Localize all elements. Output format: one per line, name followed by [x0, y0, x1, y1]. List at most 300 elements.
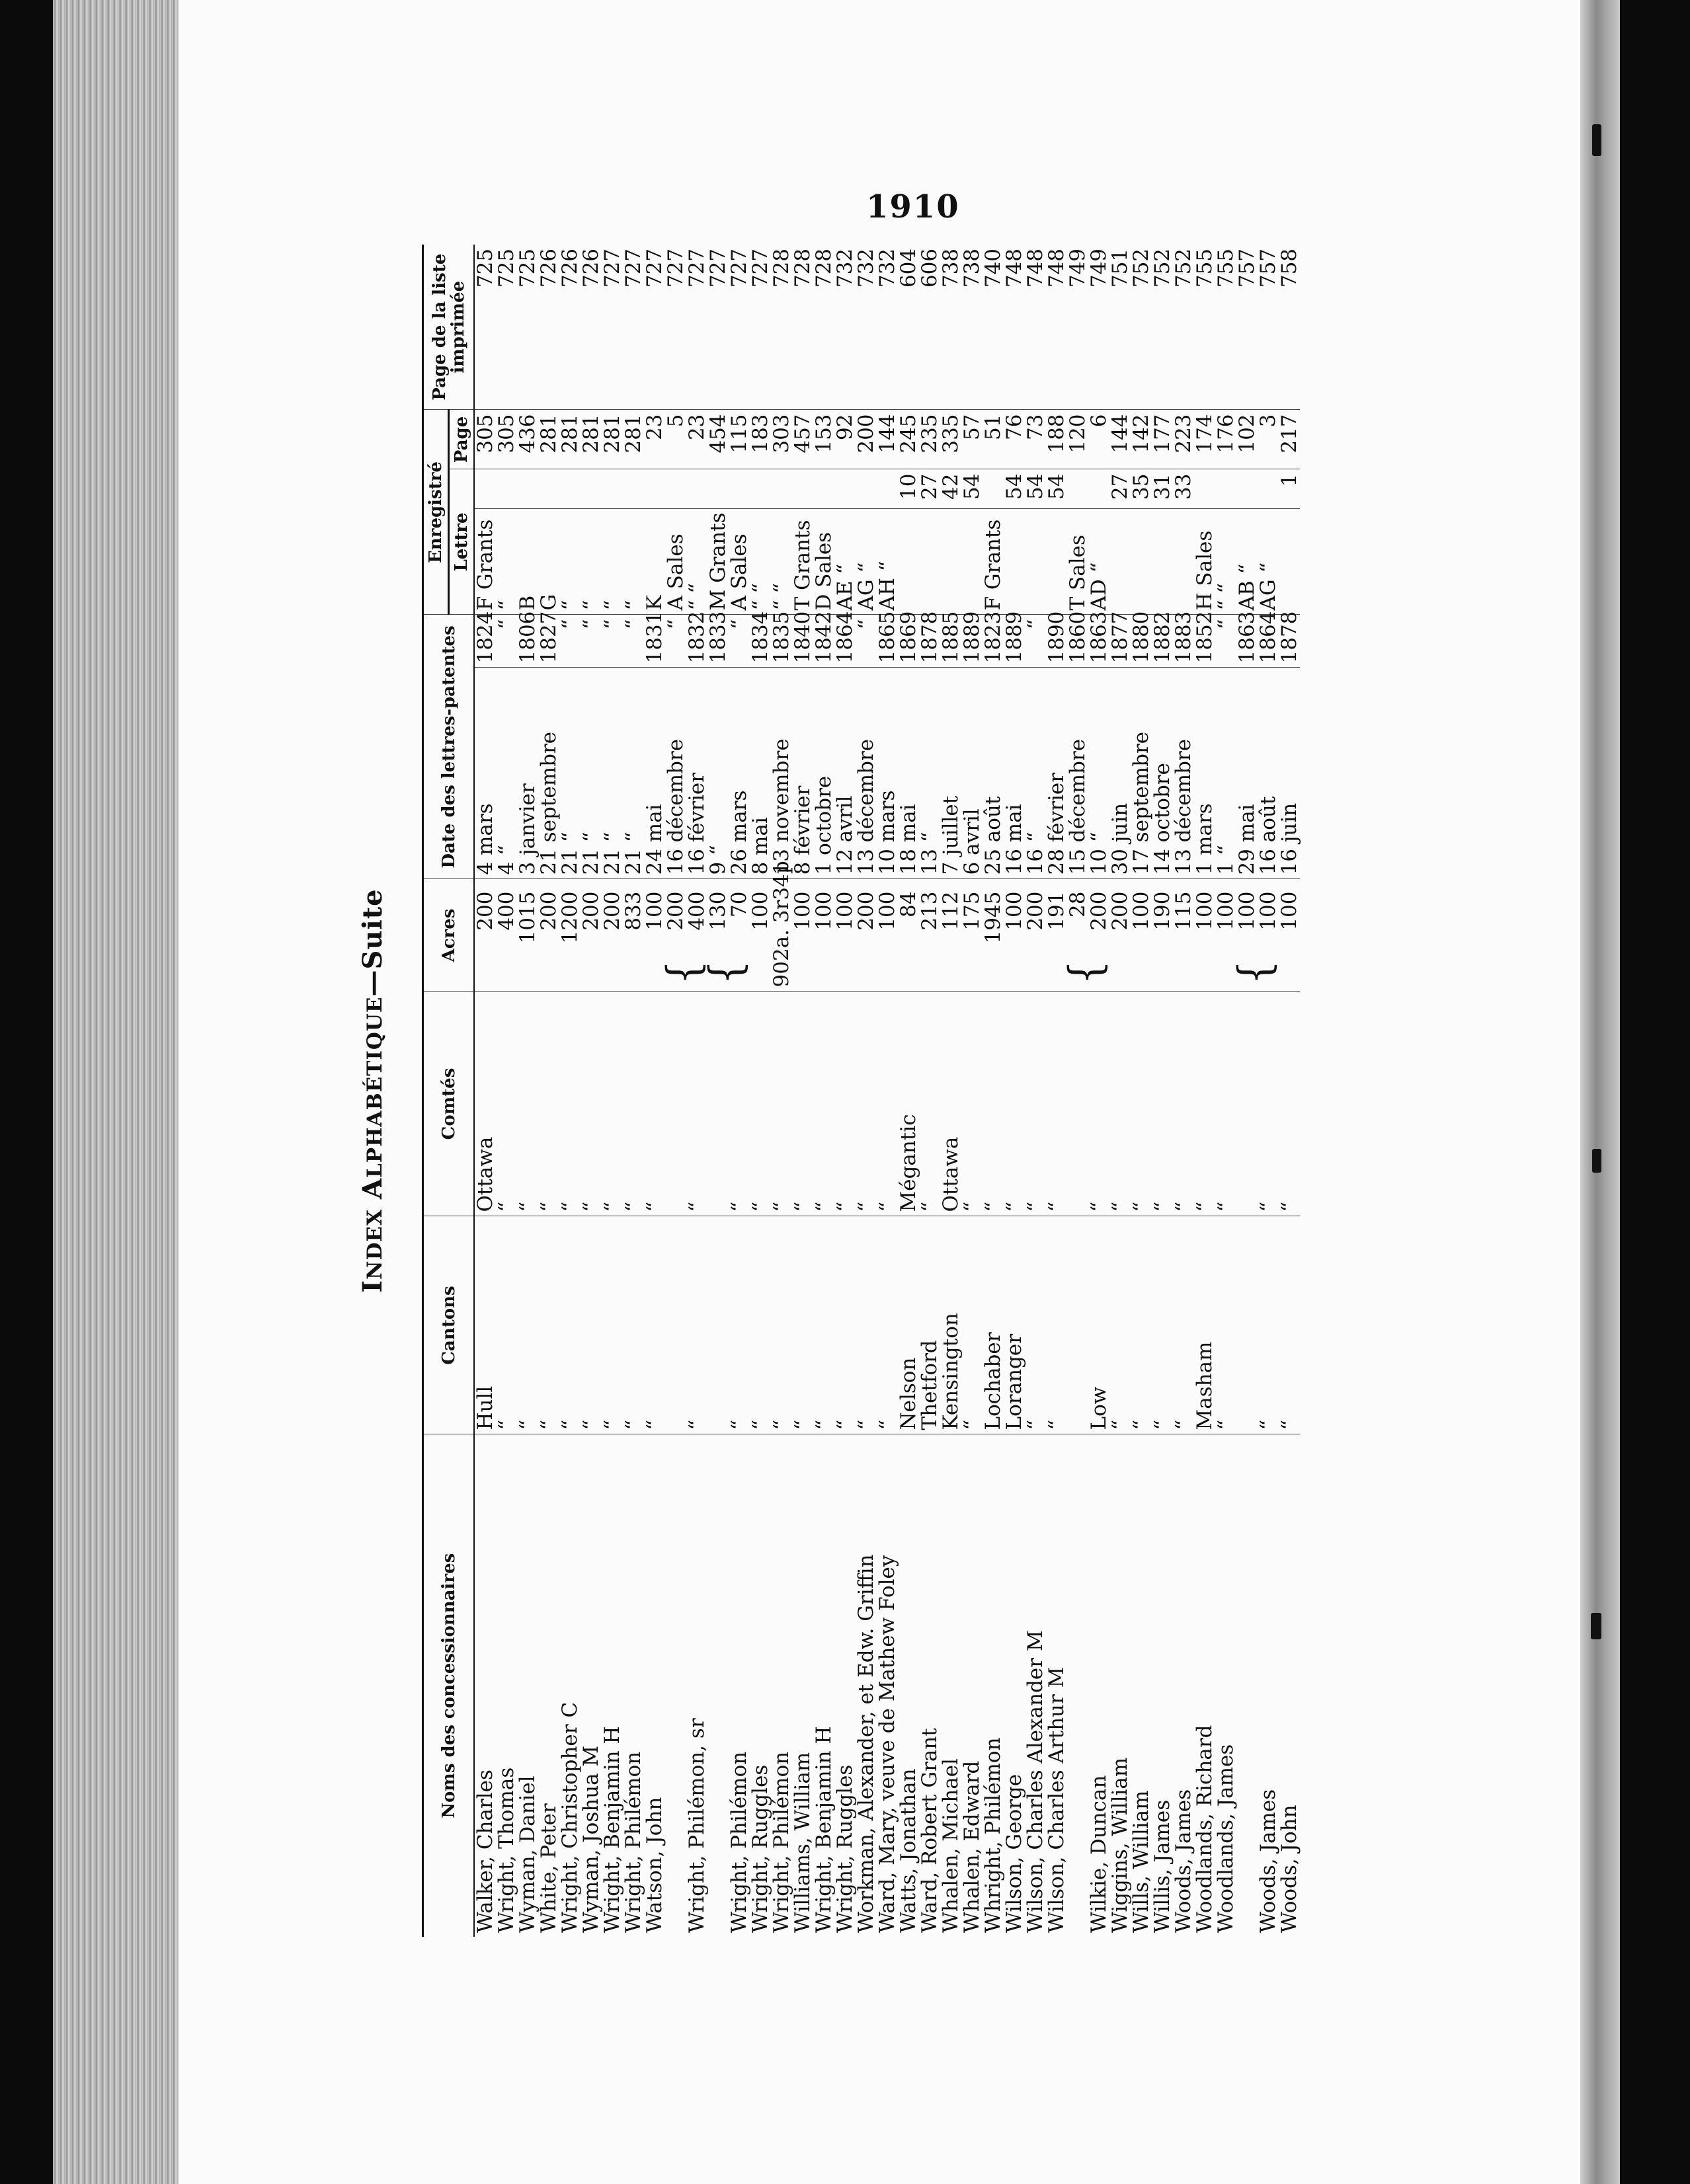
cell-comte: “ — [1152, 992, 1173, 1216]
cell-comte: “ — [750, 992, 771, 1216]
cell-canton: Hull — [474, 1216, 496, 1434]
cell-acres: 191 — [1046, 879, 1067, 992]
cell-date: 28 février — [1046, 668, 1067, 879]
cell-acres: 100 — [1004, 879, 1025, 992]
cell-canton: “ — [1279, 1216, 1300, 1434]
cell-page: 73 — [1025, 410, 1046, 469]
cell-page-liste: 727 — [729, 245, 750, 410]
cell-page-liste: 727 — [602, 245, 623, 410]
cell-year: 1880 — [1131, 615, 1152, 668]
cell-lettre-num — [686, 469, 707, 509]
cell-canton: “ — [559, 1216, 581, 1434]
cell-canton: “ — [1173, 1216, 1194, 1434]
cell-name: Wilson, George — [1002, 1774, 1026, 1933]
table-row — [1088, 245, 1109, 1937]
cell-canton: “ — [538, 1216, 559, 1434]
cell-page-liste: 751 — [1109, 245, 1131, 410]
cell-lettre-num: 31 — [1152, 469, 1173, 509]
cell-lettre — [1173, 509, 1194, 615]
cell-page-liste: 728 — [771, 245, 792, 410]
cell-year: 1877 — [1109, 615, 1131, 668]
cell-comte: “ — [1194, 992, 1215, 1216]
cell-date: 15 décembre — [1067, 668, 1088, 879]
cell-lettre: “ — [623, 509, 644, 615]
cell-acres: 100 — [877, 879, 898, 992]
cell-name: Ward, Robert Grant — [918, 1728, 942, 1933]
cell-date: 8 février — [792, 668, 813, 879]
cell-year: 1869 — [898, 615, 919, 668]
cell-comte: “ — [1109, 992, 1131, 1216]
cell-page-liste: 752 — [1131, 245, 1152, 410]
table-row — [771, 245, 792, 1937]
cell-lettre-num: 54 — [961, 469, 983, 509]
cell-name — [707, 1434, 729, 1937]
cell-lettre — [961, 509, 983, 615]
cell-acres: 200 — [538, 879, 559, 992]
cell-canton: Nelson — [898, 1216, 919, 1434]
cell-year: 1889 — [1004, 615, 1025, 668]
cell-comte — [1067, 992, 1088, 1216]
cell-page: 454 — [707, 410, 729, 469]
cell-page: 23 — [644, 410, 665, 469]
cell-page-liste: 606 — [919, 245, 940, 410]
cell-canton: “ — [750, 1216, 771, 1434]
cell-year: 1806 — [517, 615, 538, 668]
cell-acres: 100 — [1194, 879, 1215, 992]
cell-date: 16 août — [1258, 668, 1279, 879]
cell-date: 21 “ — [623, 668, 644, 879]
page-year: 1910 — [866, 188, 960, 225]
cell-canton: “ — [581, 1216, 602, 1434]
cell-date: 21 “ — [559, 668, 581, 879]
title-suffix: —Suite — [357, 888, 388, 997]
cell-lettre: AH “ — [877, 509, 898, 615]
cell-acres: 400 — [686, 879, 707, 992]
cell-page-liste: 738 — [961, 245, 983, 410]
cell-acres: 1015 — [517, 879, 538, 992]
cell-page: 5 — [665, 410, 686, 469]
cell-page-liste: 749 — [1088, 245, 1109, 410]
cell-comte: “ — [1131, 992, 1152, 1216]
cell-page: 6 — [1088, 410, 1109, 469]
cell-lettre-num — [1194, 469, 1215, 509]
cell-date: 4 “ — [496, 668, 517, 879]
cell-page-liste: 727 — [623, 245, 644, 410]
cell-page-liste: 748 — [1046, 245, 1067, 410]
cell-lettre: A Sales — [665, 509, 686, 615]
cell-lettre: “ “ — [686, 509, 707, 615]
table-row — [729, 245, 750, 1937]
cell-lettre-num: 54 — [1025, 469, 1046, 509]
cell-page-liste: 732 — [834, 245, 856, 410]
cell-page-liste: 727 — [750, 245, 771, 410]
cell-lettre-num — [877, 469, 898, 509]
cell-lettre-num — [496, 469, 517, 509]
cell-page: 281 — [602, 410, 623, 469]
cell-comte: “ — [602, 992, 623, 1216]
cell-name: Wright, Christopher C — [558, 1701, 582, 1933]
cell-page-liste: 755 — [1194, 245, 1215, 410]
header-noms: Noms des concessionnaires — [423, 1434, 475, 1937]
table-row — [1258, 245, 1279, 1937]
cell-year: “ — [665, 615, 686, 668]
cell-canton: “ — [834, 1216, 856, 1434]
cell-date: 18 mai — [898, 668, 919, 879]
cell-name: Whright, Philémon — [981, 1737, 1005, 1933]
cell-comte: “ — [1173, 992, 1194, 1216]
cell-page: 3 — [1258, 410, 1279, 469]
cell-page: 245 — [898, 410, 919, 469]
cell-canton: “ — [1109, 1216, 1131, 1434]
table-row — [1152, 245, 1173, 1937]
table-row — [1131, 245, 1152, 1937]
cell-year: 1865 — [877, 615, 898, 668]
cell-name: Wills, William — [1129, 1790, 1153, 1933]
cell-year: 1827 — [538, 615, 559, 668]
cell-name: Woods, James — [1256, 1789, 1280, 1933]
cell-canton: Low — [1088, 1216, 1109, 1434]
cell-acres: 400 — [496, 879, 517, 992]
cell-name: Willis, James — [1150, 1799, 1174, 1933]
cell-date: 1 mars — [1194, 668, 1215, 879]
cell-comte: “ — [877, 992, 898, 1216]
cell-page: 183 — [750, 410, 771, 469]
cell-lettre: “ “ — [750, 509, 771, 615]
cell-acres: 833 — [623, 879, 644, 992]
cell-page: 335 — [940, 410, 961, 469]
cell-canton: “ — [771, 1216, 792, 1434]
cell-lettre: F Grants — [983, 509, 1004, 615]
cell-page: 57 — [961, 410, 983, 469]
cell-lettre: G — [538, 509, 559, 615]
cell-date: 7 juillet — [940, 668, 961, 879]
cell-date: 16 février — [686, 668, 707, 879]
cell-canton: “ — [1258, 1216, 1279, 1434]
cell-page-liste: 728 — [792, 245, 813, 410]
cell-canton: “ — [686, 1216, 707, 1434]
header-acres: Acres — [423, 879, 475, 992]
table-row — [1046, 245, 1067, 1937]
cell-year: 1863 — [1088, 615, 1109, 668]
cell-lettre: “ “ — [1215, 509, 1236, 615]
cell-page-liste: 752 — [1152, 245, 1173, 410]
cell-comte: “ — [834, 992, 856, 1216]
scan-mark — [1592, 124, 1601, 156]
cell-lettre — [1152, 509, 1173, 615]
cell-page: 223 — [1173, 410, 1194, 469]
table-row — [686, 245, 707, 1937]
table-row — [559, 245, 581, 1937]
cell-name: Wilson, Charles Alexander M — [1024, 1630, 1047, 1933]
cell-page-liste: 740 — [983, 245, 1004, 410]
cell-page: 176 — [1215, 410, 1236, 469]
table-row — [1236, 245, 1258, 1937]
cell-name: Wright, Philémon — [727, 1751, 751, 1933]
cell-acres: 84 — [898, 879, 919, 992]
cell-page-liste: 752 — [1173, 245, 1194, 410]
cell-page-liste: 732 — [877, 245, 898, 410]
cell-year: “ — [729, 615, 750, 668]
table-row — [581, 245, 602, 1937]
cell-year: 1864 — [834, 615, 856, 668]
table-row — [1279, 245, 1300, 1937]
cell-date: 10 mars — [877, 668, 898, 879]
cell-lettre-num — [729, 469, 750, 509]
cell-name: Woods, John — [1277, 1805, 1301, 1933]
cell-comte: “ — [496, 992, 517, 1216]
cell-lettre: AD “ — [1088, 509, 1109, 615]
cell-page-liste: 748 — [1004, 245, 1025, 410]
cell-page-liste: 728 — [813, 245, 834, 410]
cell-lettre-num — [602, 469, 623, 509]
cell-year: “ — [559, 615, 581, 668]
cell-year: 1882 — [1152, 615, 1173, 668]
cell-acres: 115 — [1173, 879, 1194, 992]
cell-comte: “ — [729, 992, 750, 1216]
cell-page-liste: 727 — [707, 245, 729, 410]
cell-date: 25 août — [983, 668, 1004, 879]
cell-acres: { 130 — [707, 879, 729, 992]
index-table — [422, 245, 1300, 1937]
cell-comte: “ — [1258, 992, 1279, 1216]
cell-date: 16 mai — [1004, 668, 1025, 879]
table-header-row — [423, 245, 449, 1937]
cell-acres: 100 — [644, 879, 665, 992]
cell-lettre: D Sales — [813, 509, 834, 615]
cell-acres: 1945 — [983, 879, 1004, 992]
table-row — [707, 245, 729, 1937]
title-rest-1: NDEX — [363, 1208, 387, 1280]
table-row — [1109, 245, 1131, 1937]
cell-year: 1863 — [1236, 615, 1258, 668]
cell-name: Workman, Alexander, et Edw. Griffin — [854, 1554, 878, 1933]
cell-year: “ — [856, 615, 877, 668]
cell-name: Williams, William — [791, 1752, 815, 1933]
cell-page-liste: 726 — [581, 245, 602, 410]
cell-acres: 1200 — [559, 879, 581, 992]
cell-canton: “ — [1046, 1216, 1067, 1434]
cell-comte: “ — [792, 992, 813, 1216]
cell-acres: 200 — [1088, 879, 1109, 992]
cell-lettre-num — [1236, 469, 1258, 509]
cell-year: 1885 — [940, 615, 961, 668]
header-enregistre: Enregistré — [423, 410, 449, 615]
cell-year: 1835 — [771, 615, 792, 668]
cell-lettre-num — [983, 469, 1004, 509]
cell-lettre-num — [813, 469, 834, 509]
cell-acres: 200 — [581, 879, 602, 992]
table-body — [474, 245, 1300, 1937]
cell-comte: Mégantic — [898, 992, 919, 1216]
cell-comte: “ — [1215, 992, 1236, 1216]
cell-canton: “ — [602, 1216, 623, 1434]
cell-name: Wyman, Daniel — [516, 1775, 540, 1933]
cell-comte: “ — [1279, 992, 1300, 1216]
cell-date: 24 mai — [644, 668, 665, 879]
cell-comte: “ — [771, 992, 792, 1216]
cell-canton — [707, 1216, 729, 1434]
cell-comte — [665, 992, 686, 1216]
cell-year: 1878 — [1279, 615, 1300, 668]
cell-canton: “ — [1025, 1216, 1046, 1434]
cell-lettre-num — [1258, 469, 1279, 509]
cell-lettre: H Sales — [1194, 509, 1215, 615]
cell-name: Wright, Benjamin H — [600, 1726, 624, 1933]
cell-name: Watts, Jonathan — [897, 1768, 920, 1933]
cell-canton: Lochaber — [983, 1216, 1004, 1434]
cell-canton: “ — [1152, 1216, 1173, 1434]
table-row — [474, 245, 496, 1937]
cell-lettre: “ — [559, 509, 581, 615]
cell-year: 1834 — [750, 615, 771, 668]
table-row — [665, 245, 686, 1937]
cell-canton: Masham — [1194, 1216, 1215, 1434]
header-cantons: Cantons — [423, 1216, 475, 1434]
cell-year: 1840 — [792, 615, 813, 668]
cell-page-liste: 725 — [517, 245, 538, 410]
cell-year: “ — [602, 615, 623, 668]
cell-comte: “ — [1025, 992, 1046, 1216]
cell-name: Wright, Philémon — [770, 1751, 793, 1933]
cell-name: White, Peter — [537, 1803, 561, 1933]
cell-lettre-num — [834, 469, 856, 509]
cell-canton: “ — [877, 1216, 898, 1434]
cell-acres: 100 — [813, 879, 834, 992]
table-row — [940, 245, 961, 1937]
cell-lettre-num — [1215, 469, 1236, 509]
cell-page: 153 — [813, 410, 834, 469]
cell-acres: 70 — [729, 879, 750, 992]
cell-acres: 200 — [1109, 879, 1131, 992]
cell-year: “ — [1025, 615, 1046, 668]
cell-lettre — [1279, 509, 1300, 615]
cell-comte: “ — [644, 992, 665, 1216]
cell-page: 115 — [729, 410, 750, 469]
cell-lettre-num — [538, 469, 559, 509]
cell-lettre-num — [750, 469, 771, 509]
cell-lettre — [919, 509, 940, 615]
cell-canton: “ — [792, 1216, 813, 1434]
cell-comte: “ — [686, 992, 707, 1216]
header-page: Page — [449, 410, 475, 469]
page-fold-shadow — [1580, 0, 1620, 2184]
cell-name — [665, 1434, 686, 1937]
cell-name: Whalen, Edward — [960, 1760, 984, 1933]
cell-date: 13 “ — [919, 668, 940, 879]
cell-lettre-num — [856, 469, 877, 509]
cell-year: 1852 — [1194, 615, 1215, 668]
table-row — [750, 245, 771, 1937]
cell-lettre-num: 1 — [1279, 469, 1300, 509]
cell-comte: “ — [559, 992, 581, 1216]
cell-page: 217 — [1279, 410, 1300, 469]
cell-acres: 213 — [919, 879, 940, 992]
cell-acres: 100 — [792, 879, 813, 992]
cell-year: 1831 — [644, 615, 665, 668]
cell-canton: Kensington — [940, 1216, 961, 1434]
cell-date: 13 décembre — [856, 668, 877, 879]
table-row — [496, 245, 517, 1937]
cell-canton: “ — [1215, 1216, 1236, 1434]
cell-date: 17 septembre — [1131, 668, 1152, 879]
cell-comte: “ — [581, 992, 602, 1216]
header-date: Date des lettres-patentes — [423, 615, 475, 879]
cell-comte: Ottawa — [940, 992, 961, 1216]
cell-comte: “ — [983, 992, 1004, 1216]
cell-lettre: “ — [581, 509, 602, 615]
table-row — [1004, 245, 1025, 1937]
cell-acres: 100 — [750, 879, 771, 992]
cell-page: 281 — [559, 410, 581, 469]
cell-canton: Loranger — [1004, 1216, 1025, 1434]
cell-date: 29 mai — [1236, 668, 1258, 879]
cell-year: 1860 — [1067, 615, 1088, 668]
cell-page-liste: 726 — [538, 245, 559, 410]
cell-date: 30 juin — [1109, 668, 1131, 879]
cell-lettre-num: 54 — [1004, 469, 1025, 509]
cell-lettre: AB “ — [1236, 509, 1258, 615]
cell-date: 21 septembre — [538, 668, 559, 879]
cell-date: 1 “ — [1215, 668, 1236, 879]
cell-page-liste: 757 — [1258, 245, 1279, 410]
cell-page: 281 — [623, 410, 644, 469]
cell-comte: “ — [623, 992, 644, 1216]
cell-page: 235 — [919, 410, 940, 469]
cell-name: Woods, James — [1172, 1789, 1195, 1933]
cell-name: Wright, Philémon — [622, 1751, 645, 1933]
cell-date: 21 “ — [581, 668, 602, 879]
cell-page-liste: 726 — [559, 245, 581, 410]
title-initial-1: I — [357, 1279, 388, 1293]
book-page-edges — [53, 0, 185, 2184]
table-row — [602, 245, 623, 1937]
cell-lettre: A Sales — [729, 509, 750, 615]
cell-lettre — [1004, 509, 1025, 615]
cell-acres: 100 — [1215, 879, 1236, 992]
cell-lettre: “ “ — [771, 509, 792, 615]
table-row — [813, 245, 834, 1937]
table-row — [898, 245, 919, 1937]
cell-name: Wright, Benjamin H — [812, 1726, 836, 1933]
cell-page: 144 — [1109, 410, 1131, 469]
cell-year: “ — [623, 615, 644, 668]
cell-comte: “ — [517, 992, 538, 1216]
cell-canton: “ — [961, 1216, 983, 1434]
cell-lettre-num: 33 — [1173, 469, 1194, 509]
cell-acres: 100 — [1258, 879, 1279, 992]
cell-page-liste: 604 — [898, 245, 919, 410]
cell-page: 102 — [1236, 410, 1258, 469]
cell-page-liste: 757 — [1236, 245, 1258, 410]
cell-acres: 200 — [1025, 879, 1046, 992]
cell-acres: 100 — [834, 879, 856, 992]
cell-acres: 100 — [1279, 879, 1300, 992]
cell-page-liste: 755 — [1215, 245, 1236, 410]
rotated-table-block — [357, 245, 1481, 1937]
cell-canton: “ — [644, 1216, 665, 1434]
cell-acres: 190 — [1152, 879, 1173, 992]
cell-page-liste: 749 — [1067, 245, 1088, 410]
cell-page: 23 — [686, 410, 707, 469]
cell-lettre-num — [707, 469, 729, 509]
cell-lettre: B — [517, 509, 538, 615]
cell-date: 21 “ — [602, 668, 623, 879]
cell-page-liste: 748 — [1025, 245, 1046, 410]
header-lettre: Lettre — [449, 469, 475, 615]
cell-date: 16 “ — [1025, 668, 1046, 879]
table-row — [1173, 245, 1194, 1937]
cell-name: Woodlands, James — [1214, 1744, 1238, 1933]
